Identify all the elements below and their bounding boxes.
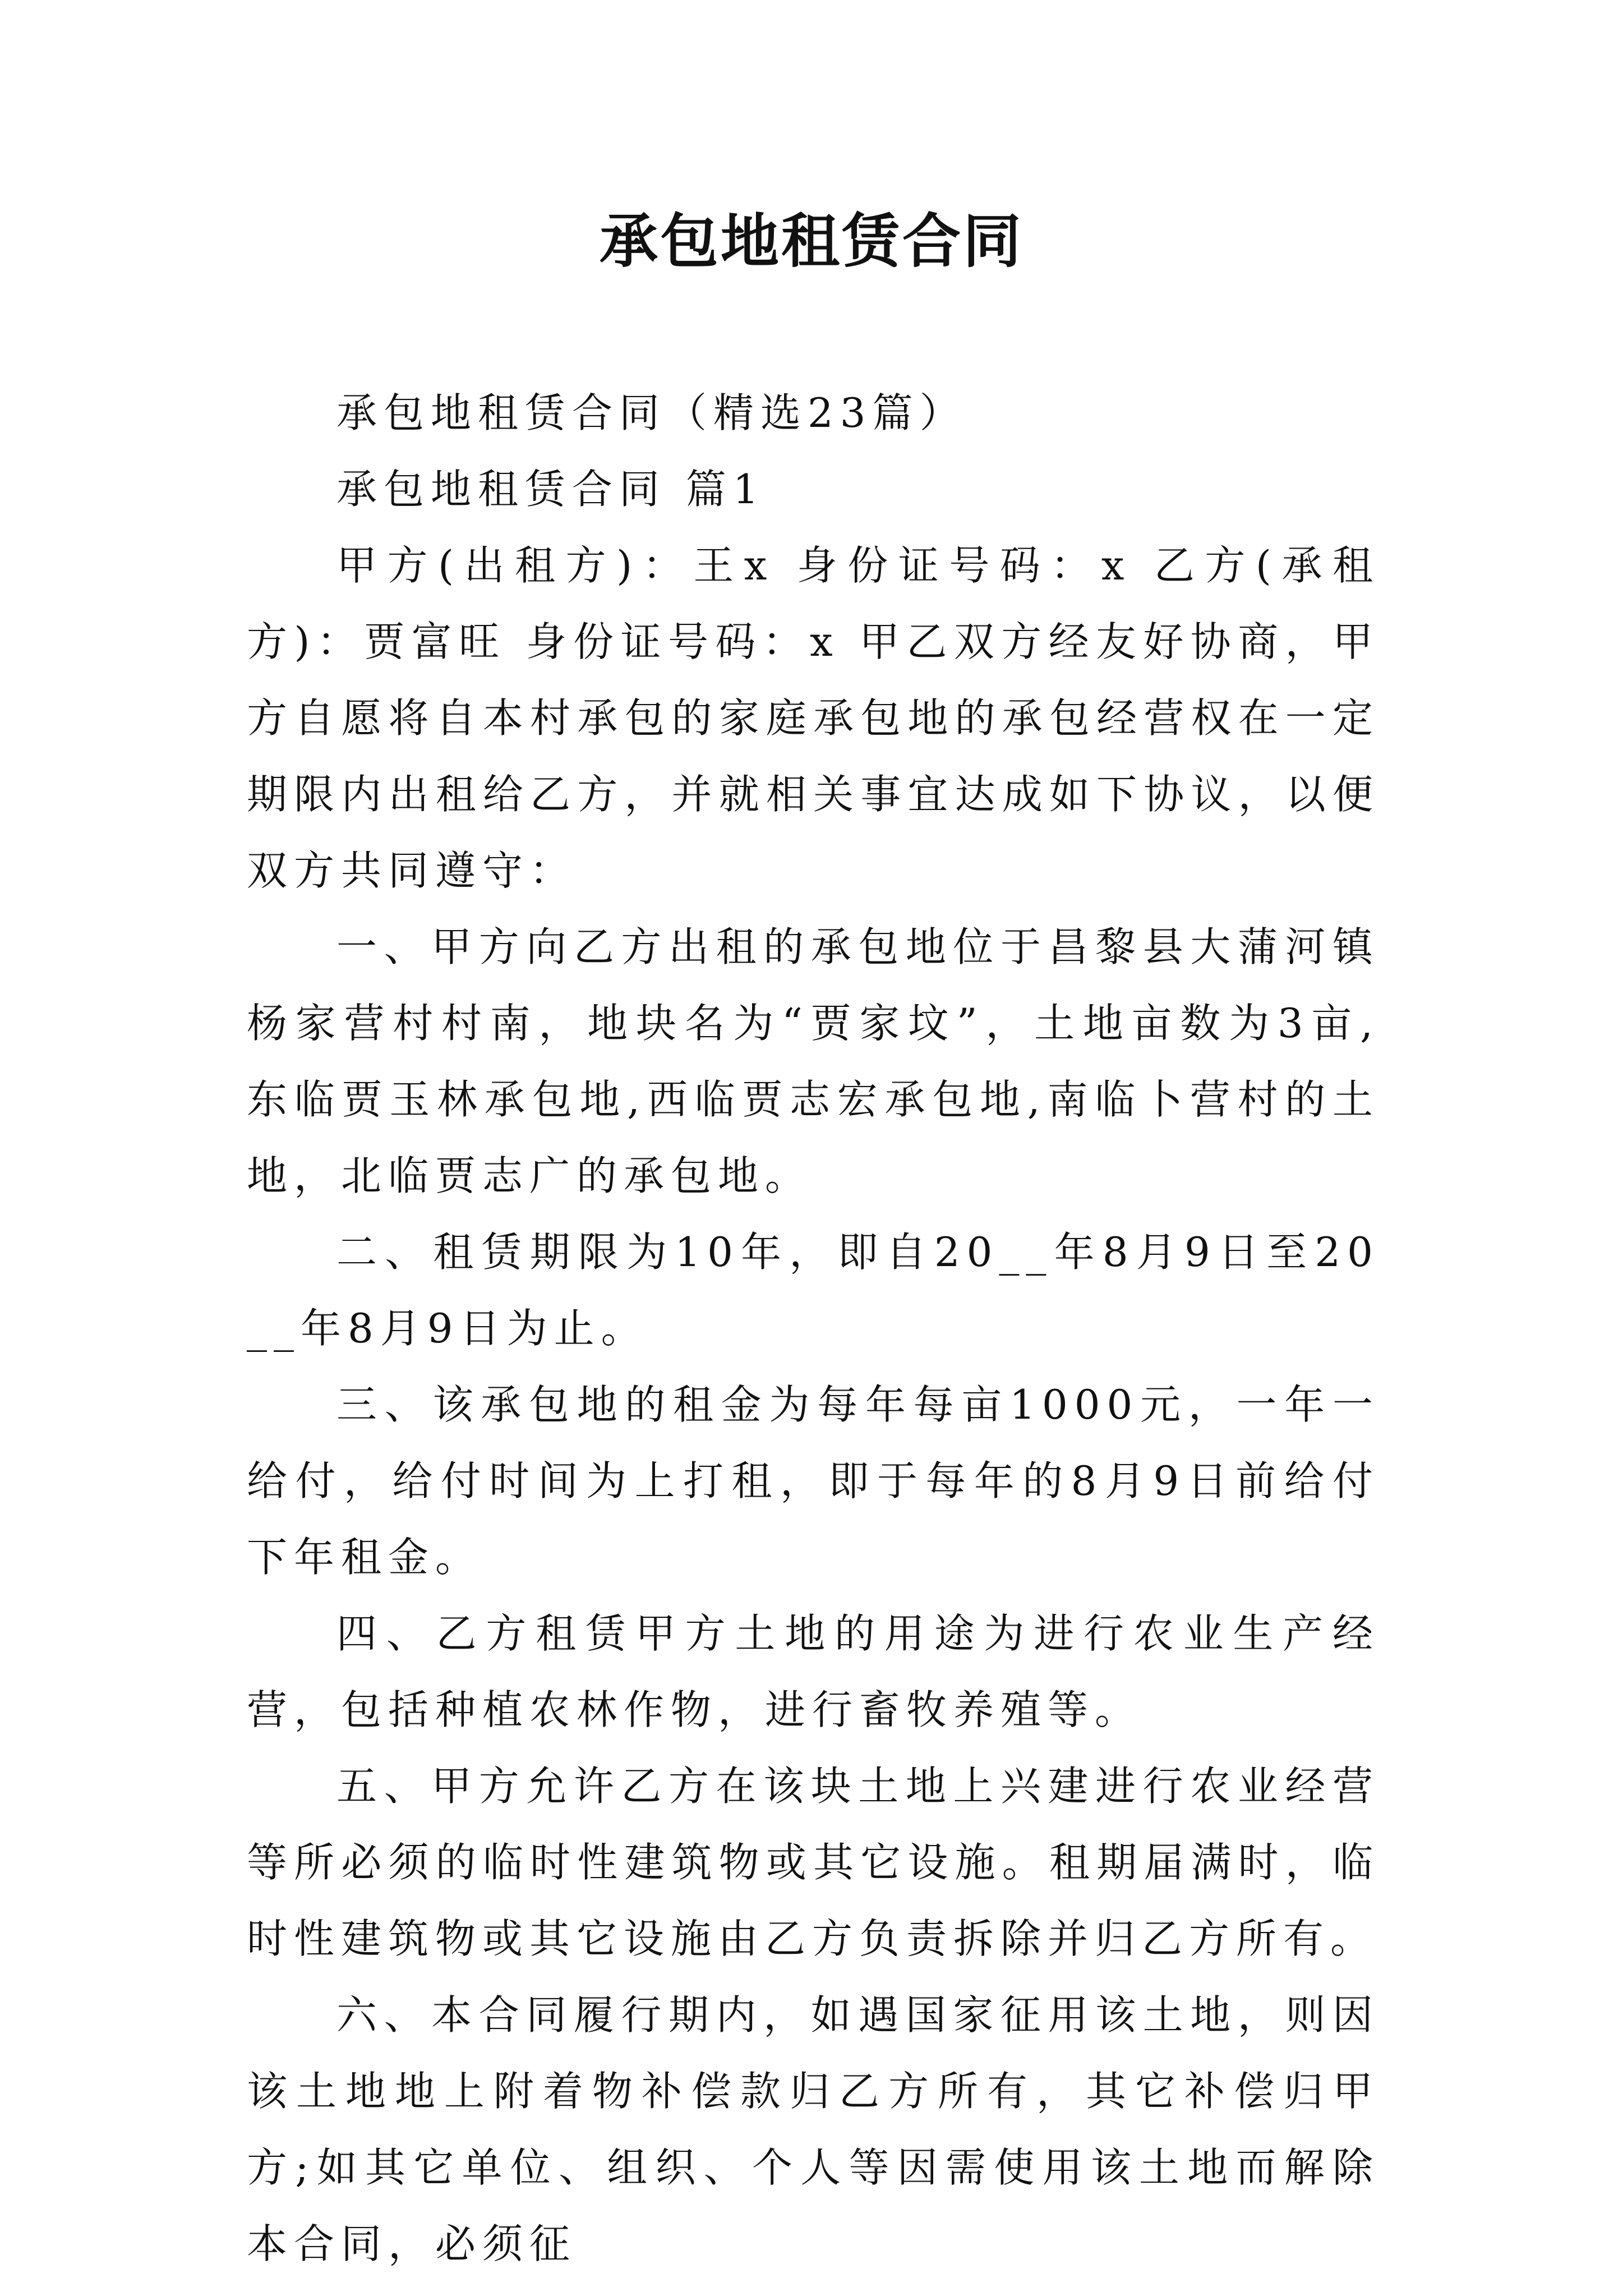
paragraph-clause-2: 二、租赁期限为10年，即自20__年8月9日至20__年8月9日为止。: [247, 1228, 1380, 1352]
paragraph-clause-3: 三、该承包地的租金为每年每亩1000元，一年一给付，给付时间为上打租，即于每年的8月9日前给付下年租金。: [247, 1381, 1380, 1581]
document-title: 承包地租赁合同: [599, 206, 1023, 275]
paragraph-clause-5: 五、甲方允许乙方在该块土地上兴建进行农业经营等所必须的临时性建筑物或其它设施。租期届满时，临时性建筑物或其它设施由乙方负责拆除并归乙方所有。: [247, 1763, 1380, 1962]
paragraph-clause-6: 六、本合同履行期内，如遇国家征用该土地，则因该土地地上附着物补偿款归乙方所有，其它补偿归甲方;如其它单位、组织、个人等因需使用该土地而解除本合同，必须征: [247, 1991, 1380, 2267]
paragraph-clause-4: 四、乙方租赁甲方土地的用途为进行农业生产经营，包括种植农林作物，进行畜牧养殖等。: [247, 1610, 1380, 1733]
paragraph-parties: 甲方(出租方)：王x 身份证号码：x 乙方(承租方)：贾富旺 身份证号码：x 甲乙双方经友好协商，甲方自愿将自本村承包的家庭承包地的承包经营权在一定期限内出租给乙方，并就相关事宜达成如下协议，以便双方共同遵守：: [247, 542, 1380, 894]
document-body: [247, 375, 1380, 2282]
paragraph-clause-1: 一、甲方向乙方出租的承包地位于昌黎县大蒲河镇杨家营村村南，地块名为“贾家坟”，土地亩数为3亩,东临贾玉林承包地,西临贾志宏承包地,南临卜营村的土地，北临贾志广的承包地。: [247, 923, 1380, 1199]
paragraph-subtitle: 承包地租赁合同（精选23篇）: [336, 389, 967, 436]
paragraph-section-heading: 承包地租赁合同 篇1: [336, 466, 766, 513]
